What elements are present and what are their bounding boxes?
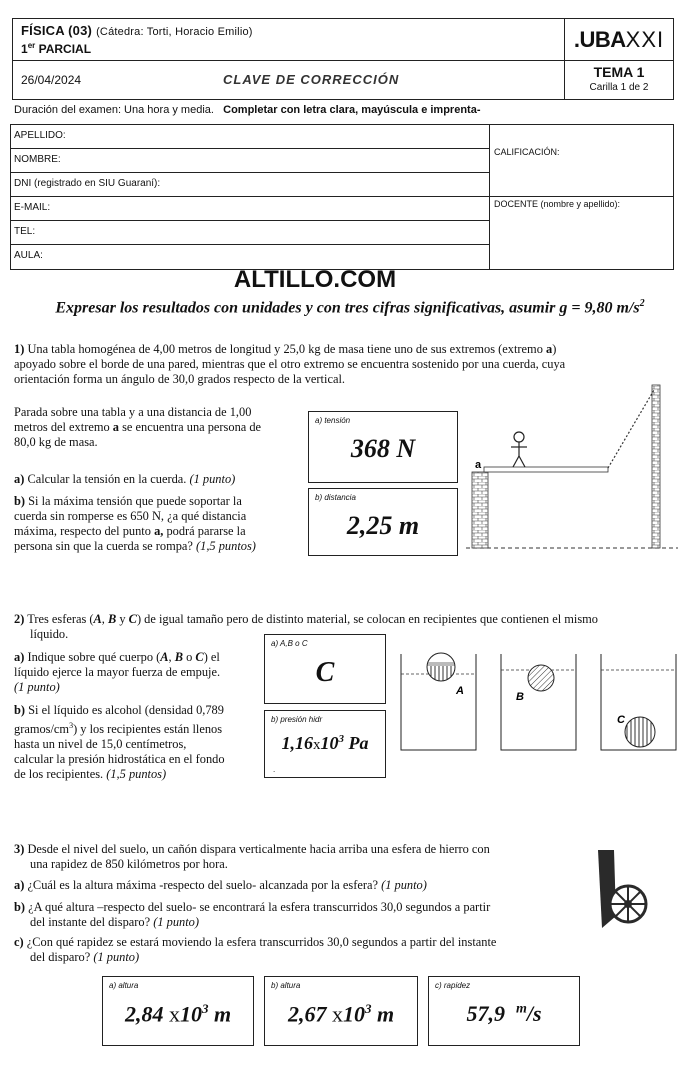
catedra: (Cátedra: Torti, Horacio Emilio)	[96, 26, 253, 38]
q1-answer-a-box	[308, 411, 458, 483]
duracion-line: Duración del examen: Una hora y media. Completar con letra clara, mayúscula e imprenta-	[14, 104, 481, 116]
sphere-b-label: B	[516, 691, 524, 703]
clave-title: CLAVE DE CORRECCIÓN	[223, 72, 400, 87]
q3-answer-a-value: 2,84 $x10^3$ m	[124, 1001, 232, 1027]
q3-answer-c-box	[428, 976, 580, 1046]
q1-point-a-label: a	[475, 459, 482, 471]
exam-date: 26/04/2024	[21, 73, 82, 87]
q1-part-b: b) Si la máxima tensión que puede soportar la cuerda sin romperse es 650 N, ¿a qué distancia máxima, respecto del punto a, podrá pararse la persona sin que la cuerda se rompa? (1,5 puntos)	[14, 494, 256, 553]
field-email: E-MAIL:	[11, 197, 489, 221]
q1-part-a: a) Calcular la tensión en la cuerda. (1 punto)	[14, 472, 236, 486]
q2-part-a: a) Indique sobre qué cuerpo (A, B o C) el líquido ejerce la mayor fuerza de empuje. (1 punto)	[14, 650, 221, 694]
uba-xxi-logo: .UBAXXI	[573, 27, 665, 52]
q3-part-a: a) ¿Cuál es la altura máxima -respecto del suelo- alcanzada por la esfera? (1 punto)	[14, 878, 427, 892]
q2-containers-diagram	[398, 648, 680, 754]
q2-answer-a-label: a) A,B o C	[271, 639, 308, 648]
q3-part-b: b) ¿A qué altura –respecto del suelo- se encontrará la esfera transcurridos 30,0 segundos a partir del instante del disparo? (1 punto)	[14, 900, 491, 929]
tema-label: TEMA 1	[593, 64, 645, 80]
header-subject-cell	[13, 19, 565, 61]
cannon-icon	[592, 846, 652, 940]
q3-answer-b-label: b) altura	[271, 981, 301, 990]
q2-answer-b-box: b) presión hidr $1,16x10^3$ Pa .	[264, 710, 386, 778]
q3-part-c: c) ¿Con qué rapidez se estará moviendo la esfera transcurridos 30,0 segundos a partir del instante del disparo? (1 punto)	[14, 935, 497, 964]
q2-answer-a-box	[264, 634, 386, 704]
q1-answer-b-value: 2,25 m	[346, 511, 420, 540]
header-logo-cell	[565, 19, 673, 61]
header-tema-cell	[565, 61, 673, 99]
field-aula: AULA:	[14, 250, 43, 261]
q3-answer-b-box	[264, 976, 418, 1046]
q3-intro: 3) Desde el nivel del suelo, un cañón dispara verticalmente hacia arriba una esfera de hierro con una rapidez de 850 kilómetros por hora.	[14, 842, 490, 871]
q2-answer-b-value: $1,16x10^3$ Pa	[281, 733, 369, 753]
q2-part-b: b) Si el líquido es alcohol (densidad 0,789 gramos/$cm^3$) y los recipientes están llenos hasta un nivel de 15,0 centímetros, calcular la presión hidrostática en el fondo de los recipientes. (1,5 puntos)	[14, 703, 225, 782]
sphere-c-label: C	[617, 714, 625, 726]
field-dni: DNI (registrado en SIU Guaraní):	[11, 173, 489, 197]
sphere-a-label: A	[456, 685, 464, 697]
q3-answer-c-value: 57,9 $^m$/s	[466, 1001, 542, 1026]
q1-answer-a-value: 368 N	[350, 434, 416, 463]
calificacion-label: CALIFICACIÓN:	[490, 125, 674, 197]
q3-answer-a-label: a) altura	[109, 981, 139, 990]
q2-answer-b-label: b) presión hidr	[271, 715, 323, 724]
q1-answer-b-label: b) distancia	[315, 493, 356, 502]
instructions: Expresar los resultados con unidades y con tres cifras significativas, asumir g = 9,80 $m/s^2$	[55, 298, 645, 317]
docente-label: DOCENTE (nombre y apellido):	[494, 199, 621, 209]
q1-answer-b-box	[308, 488, 458, 556]
q1-board-diagram	[466, 380, 680, 552]
field-apellido: APELLIDO:	[11, 125, 489, 149]
student-data-box	[10, 124, 674, 270]
field-nombre: NOMBRE:	[11, 149, 489, 173]
exam-header	[12, 18, 674, 100]
q1-answer-a-label: a) tensión	[315, 416, 351, 425]
q2-answer-a-value: C	[315, 657, 335, 688]
carilla-label: Carilla 1 de 2	[589, 82, 649, 93]
field-tel: TEL:	[11, 221, 489, 245]
q1-person-text: Parada sobre una tabla y a una distancia de 1,00 metros del extremo a se encuentra una persona de 80,0 kg de masa.	[14, 405, 262, 449]
parcial-label: 1er PARCIAL	[21, 41, 92, 56]
q1-intro: 1) Una tabla homogénea de 4,00 metros de longitud y 25,0 kg de masa tiene uno de sus extremos (extremo a) apoyado sobre el borde de una pared, mientras que el otro extremo se encuentra sostenido por una cuerda, cuya orientación forma un ángulo de 30,0 grados respecto de la vertical.	[14, 342, 566, 386]
q3-answer-a-box	[102, 976, 254, 1046]
q3-answer-b-value: 2,67 $x10^3$ m	[287, 1001, 395, 1027]
subject-title: FÍSICA (03) (Cátedra: Torti, Horacio Emilio)	[21, 23, 253, 38]
q2-intro: 2) Tres esferas (A, B y C) de igual tamaño pero de distinto material, se colocan en recipientes que contienen el mismo líquido.	[14, 612, 598, 641]
q3-answer-c-label: c) rapidez	[435, 981, 471, 990]
header-date-cell	[13, 61, 565, 99]
grading-column	[489, 125, 674, 269]
watermark: ALTILLO.COM	[233, 266, 397, 293]
